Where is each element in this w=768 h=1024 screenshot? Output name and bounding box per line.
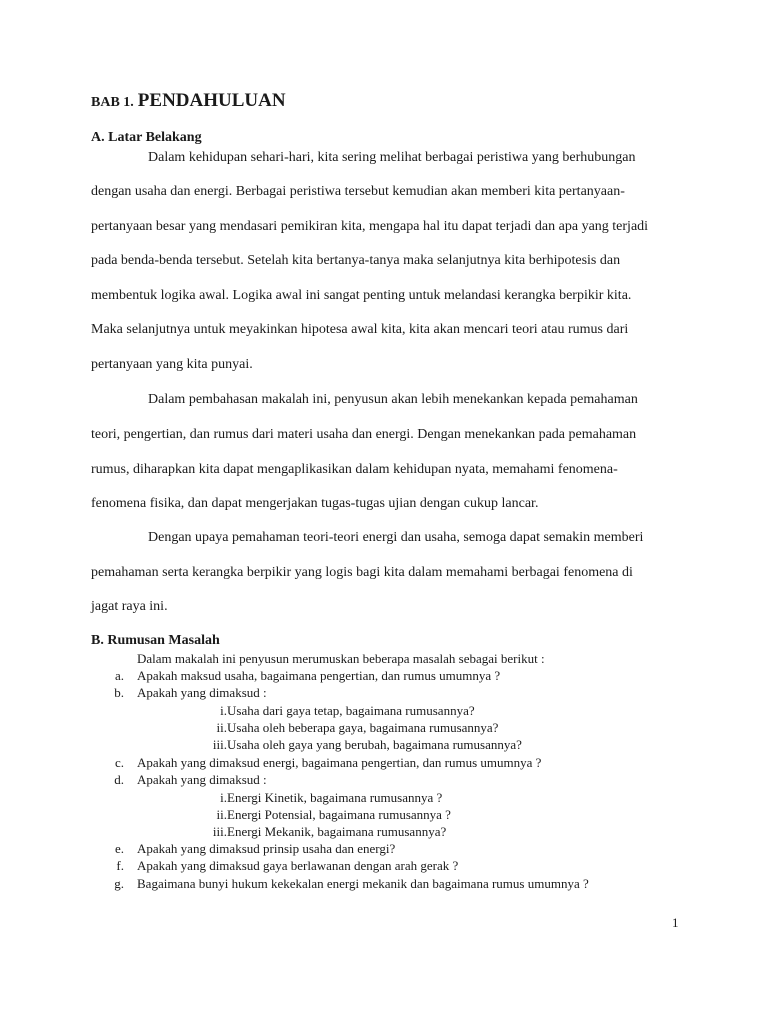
list-item: Apakah yang dimaksud : (137, 685, 267, 700)
sub-list-marker: ii. (216, 720, 227, 735)
paragraph-line: pertanyaan yang kita punyai. (91, 357, 253, 372)
paragraph-line: fenomena fisika, dan dapat mengerjakan tugas-tugas ujian dengan cukup lancar. (91, 496, 539, 511)
sub-list-item (185, 703, 475, 719)
section-a-heading: A. Latar Belakang (91, 130, 202, 145)
list-marker: d. (114, 772, 124, 787)
paragraph-line: pada benda-benda tersebut. Setelah kita bertanya-tanya maka selanjutnya kita berhipotesis dan (91, 253, 621, 268)
sub-list-marker: i. (220, 790, 227, 805)
sub-list-text: Energi Potensial, bagaimana rumusannya ? (227, 807, 451, 822)
sub-list-item (185, 720, 498, 736)
list-marker: b. (114, 685, 124, 700)
sub-list-item (185, 824, 446, 840)
sub-list-text: Energi Kinetik, bagaimana rumusannya ? (227, 790, 443, 805)
list-item: Bagaimana bunyi hukum kekekalan energi mekanik dan bagaimana rumus umumnya ? (137, 876, 589, 891)
sub-list-marker: iii. (212, 737, 227, 752)
paragraph-line: rumus, diharapkan kita dapat mengaplikasikan dalam kehidupan nyata, memahami fenomena- (91, 462, 618, 477)
sub-list-item (185, 807, 451, 823)
list-item: Apakah yang dimaksud gaya berlawanan dengan arah gerak ? (137, 858, 459, 873)
list-item: Apakah maksud usaha, bagaimana pengertian, dan rumus umumnya ? (137, 668, 501, 683)
paragraph-line: Dalam kehidupan sehari-hari, kita sering melihat berbagai peristiwa yang berhubungan (148, 150, 636, 165)
list-marker: a. (114, 668, 124, 683)
paragraph-line: dengan usaha dan energi. Berbagai peristiwa tersebut kemudian akan memberi kita pertanyaan- (91, 184, 625, 199)
list-marker: f. (116, 858, 124, 873)
list-marker: g. (114, 876, 124, 891)
section-b-intro: Dalam makalah ini penyusun merumuskan beberapa masalah sebagai berikut : (137, 651, 545, 666)
paragraph-line: Dengan upaya pemahaman teori-teori energi dan usaha, semoga dapat semakin memberi (148, 530, 644, 545)
sub-list-item (185, 737, 522, 753)
sub-list-marker: i. (220, 703, 227, 718)
section-b-heading: B. Rumusan Masalah (91, 633, 220, 648)
sub-list-text: Usaha oleh beberapa gaya, bagaimana rumusannya? (227, 720, 499, 735)
paragraph-line: teori, pengertian, dan rumus dari materi usaha dan energi. Dengan menekankan pada pemahaman (91, 427, 637, 442)
sub-list-item (185, 790, 442, 806)
chapter-name: PENDAHULUAN (137, 90, 286, 111)
list-marker: e. (114, 841, 124, 856)
paragraph-line: jagat raya ini. (91, 599, 168, 614)
paragraph-line: Dalam pembahasan makalah ini, penyusun akan lebih menekankan kepada pemahaman (148, 392, 638, 407)
list-marker: c. (114, 755, 124, 770)
paragraph-line: pertanyaan besar yang mendasari pemikiran kita, mengapa hal itu dapat terjadi dan apa yang terjadi (91, 219, 649, 234)
sub-list-text: Usaha dari gaya tetap, bagaimana rumusannya? (227, 703, 475, 718)
list-item: Apakah yang dimaksud : (137, 772, 267, 787)
paragraph-line: Maka selanjutnya untuk meyakinkan hipotesa awal kita, kita akan mencari teori atau rumus dari (91, 322, 629, 337)
sub-list-marker: ii. (216, 807, 227, 822)
sub-list-text: Usaha oleh gaya yang berubah, bagaimana rumusannya? (227, 737, 522, 752)
page-number: 1 (672, 915, 679, 930)
sub-list-marker: iii. (212, 824, 227, 839)
chapter-number: BAB 1. (91, 95, 134, 110)
list-item: Apakah yang dimaksud prinsip usaha dan energi? (137, 841, 396, 856)
sub-list-text: Energi Mekanik, bagaimana rumusannya? (227, 824, 447, 839)
paragraph-line: pemahaman serta kerangka berpikir yang logis bagi kita dalam memahami berbagai fenomena di (91, 565, 633, 580)
chapter-title (91, 90, 286, 112)
paragraph-line: membentuk logika awal. Logika awal ini sangat penting untuk melandasi kerangka berpikir kita. (91, 288, 632, 303)
list-item: Apakah yang dimaksud energi, bagaimana pengertian, dan rumus umumnya ? (137, 755, 542, 770)
